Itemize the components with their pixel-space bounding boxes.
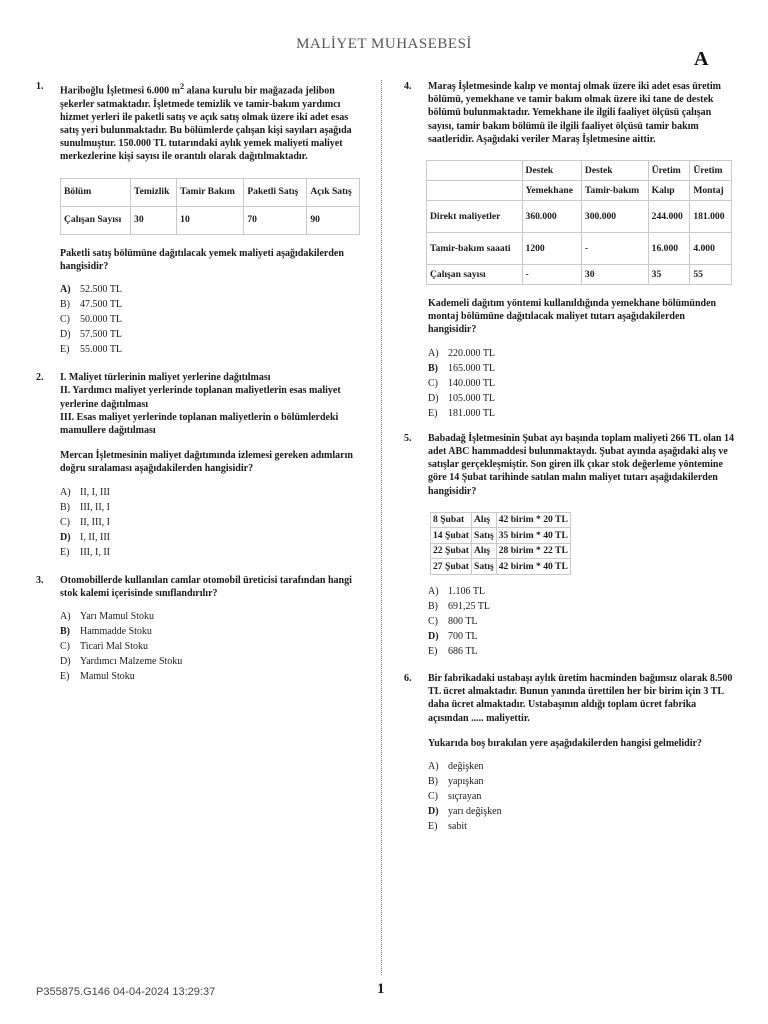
- option-letter: A): [60, 486, 71, 498]
- question-6: [404, 672, 734, 833]
- table-row: [431, 512, 571, 528]
- option-e[interactable]: [60, 546, 366, 559]
- table-cell: 30: [581, 265, 648, 285]
- option-text: 181.000 TL: [448, 407, 496, 419]
- option-d[interactable]: [60, 655, 366, 668]
- question-stem: Bir fabrikadaki ustabaşı aylık üretim hacminden bağımsız olarak 8.500 TL ücret almaktadır. Bunun yanında ürettilen her bir birim için 3 TL daha ücret almaktadır. Ustabaşının aldığı toplam ücret fabrika açısından ..... maliyettir.: [428, 673, 733, 724]
- question-number: 4.: [404, 81, 412, 92]
- option-text: II, III, I: [80, 516, 110, 528]
- question-stem: Otomobillerde kullanılan camlar otomobil üreticisi tarafından hangi stok kalemi içerisinde sınıflandırılır?: [60, 574, 352, 599]
- table-cell: Alış: [472, 543, 497, 559]
- table-cell: 55: [690, 265, 732, 285]
- option-letter: D): [60, 656, 71, 668]
- stem-line: I. Maliyet türlerinin maliyet yerlerine dağıtılması: [60, 372, 271, 384]
- table-cell: Destek: [522, 161, 581, 181]
- stem-text: alana kurulu bir mağazada jelibon şekerler satmaktadır. İşletmede temizlik ve tamir-bakım yardımcı hizmet yerleri ile paketli satış ve açık satış olmak üzere iki adet esas satış yeri bulunmaktadır. Bu bölümlerde çalışan kişi sayıları aşağıda sunulmuştur. 150.000 TL tutarındaki aylık yemek maliyeti maliyet merkezlerine kişi sayısı ile orantılı olarak dağıtılmaktadır.: [60, 85, 352, 163]
- answer-options: [60, 283, 366, 356]
- option-b[interactable]: [428, 600, 734, 613]
- table-cell: 10: [177, 206, 244, 234]
- option-letter: E): [60, 343, 70, 355]
- stem-line: II. Yardımcı maliyet yerlerinde toplanan maliyetlerin esas maliyet yerlerine dağıtılması: [60, 385, 341, 410]
- option-e[interactable]: [428, 645, 734, 658]
- option-text: 105.000 TL: [448, 392, 496, 404]
- option-text: 165.000 TL: [448, 362, 496, 374]
- table-cell: 1200: [522, 233, 581, 265]
- option-letter: C): [428, 377, 438, 389]
- table-cell: Açık Satış: [307, 178, 360, 206]
- option-text: Mamul Stoku: [80, 671, 135, 683]
- option-letter: D): [428, 630, 439, 642]
- option-c[interactable]: [60, 313, 366, 326]
- table-row: [427, 265, 732, 285]
- right-column: [404, 80, 734, 835]
- option-e[interactable]: [60, 670, 366, 683]
- option-letter: C): [60, 313, 70, 325]
- option-text: III, II, I: [80, 501, 110, 513]
- option-letter: C): [428, 791, 438, 803]
- option-text: değişken: [448, 761, 484, 773]
- table-cell: Destek: [581, 161, 648, 181]
- option-letter: A): [428, 761, 439, 773]
- table-cell: 42 birim * 20 TL: [496, 512, 570, 528]
- option-text: III, I, II: [80, 546, 110, 558]
- question-number: 2.: [36, 372, 44, 384]
- option-a[interactable]: [428, 347, 734, 360]
- table-cell: 16.000: [648, 233, 690, 265]
- table-cell: Çalışan sayısı: [427, 265, 523, 285]
- table-header-row: [61, 178, 360, 206]
- option-letter: A): [428, 347, 439, 359]
- page-number: 1: [377, 981, 385, 997]
- question-stem: [60, 371, 366, 437]
- option-e[interactable]: [428, 820, 734, 833]
- question-stem: Babadağ İşletmesinin Şubat ayı başında toplam maliyeti 266 TL olan 14 adet ABC hammaddesi bulunmaktaydı. Şubat ayında aşağıdaki alış ve satışlar gerçekleşmiştir. Son giren ilk çıkar stok değerleme yöntemine göre 14 Şubat tarihinde satılan malın maliyet tutarı aşağıdakilerden hangisidir?: [428, 432, 734, 497]
- question-stem: [60, 80, 366, 164]
- table-cell: 30: [131, 206, 177, 234]
- table-cell: Tamir-bakım saaati: [427, 233, 523, 265]
- question-prompt: Kademeli dağıtım yöntemi kullanıldığında yemekhane bölümünden montaj bölümüne dağıtılacak maliyet tutarı aşağıdakilerden hangisidir?: [428, 298, 717, 336]
- option-text: I, II, III: [80, 531, 110, 543]
- table-cell: 70: [244, 206, 307, 234]
- option-d[interactable]: [60, 531, 366, 544]
- option-c[interactable]: [428, 790, 734, 803]
- table-row: [61, 206, 360, 234]
- option-c[interactable]: [428, 615, 734, 628]
- stem-text: Hariboğlu İşletmesi 6.000 m: [60, 85, 180, 97]
- option-b[interactable]: [60, 298, 366, 311]
- option-letter: C): [60, 516, 70, 528]
- option-text: 50.000 TL: [80, 313, 123, 325]
- table-cell: -: [581, 233, 648, 265]
- option-d[interactable]: [428, 630, 734, 643]
- question-number: 5.: [404, 432, 412, 444]
- option-text: yapışkan: [448, 776, 484, 788]
- table-row: [431, 528, 571, 544]
- question-prompt: Paketli satış bölümüne dağıtılacak yemek maliyeti aşağıdakilerden hangisidir?: [60, 247, 344, 272]
- option-c[interactable]: [428, 377, 734, 390]
- table-cell: Bölüm: [61, 178, 131, 206]
- option-letter: E): [428, 821, 438, 833]
- table-cell: Satış: [472, 528, 497, 544]
- cost-table: [426, 160, 732, 285]
- option-a[interactable]: [428, 585, 734, 598]
- transactions-table: [430, 512, 571, 575]
- option-c[interactable]: [60, 516, 366, 529]
- question-1: [36, 80, 366, 356]
- option-e[interactable]: [60, 343, 366, 356]
- option-text: sıçrayan: [448, 791, 482, 803]
- table-cell: Üretim: [690, 161, 732, 181]
- table-cell: Paketli Satış: [244, 178, 307, 206]
- table-row: [427, 233, 732, 265]
- table-cell: Tamir-bakım: [581, 181, 648, 201]
- option-text: 220.000 TL: [448, 347, 496, 359]
- table-cell: 35 birim * 40 TL: [496, 528, 570, 544]
- option-letter: E): [60, 671, 70, 683]
- option-letter: E): [428, 407, 438, 419]
- table-cell: Kalıp: [648, 181, 690, 201]
- option-letter: B): [60, 501, 70, 513]
- question-stem: Maraş İşletmesinde kalıp ve montaj olmak üzere iki adet esas üretim bölümü, yemekhane ve tamir bakım olmak üzere iki tane de destek bölümü bulunmaktadır. Yemekhane ile ilgili faaliyet ölçüsü çalışan sayısı, tamir bakım bölümü ile ilgili faaliyet ölçüsü tamir bakım saatleridir. Aşağıdaki veriler Maraş İşletmesine aittir.: [428, 81, 721, 145]
- answer-options: [428, 347, 734, 420]
- table-cell: 4.000: [690, 233, 732, 265]
- table-cell: Montaj: [690, 181, 732, 201]
- option-letter: A): [428, 585, 439, 597]
- option-text: 57.500 TL: [80, 328, 123, 340]
- option-a[interactable]: [428, 760, 734, 773]
- table-cell: 28 birim * 22 TL: [496, 543, 570, 559]
- page-title: MALİYET MUHASEBESİ: [296, 36, 472, 52]
- stem-line: III. Esas maliyet yerlerinde toplanan maliyetlerin o bölümlerdeki mamullere dağıtılması: [60, 411, 339, 436]
- option-letter: B): [60, 298, 70, 310]
- option-letter: D): [60, 531, 71, 543]
- option-text: 47.500 TL: [80, 298, 123, 310]
- option-letter: B): [428, 776, 438, 788]
- table-cell: 14 Şubat: [431, 528, 472, 544]
- table-row: [427, 201, 732, 233]
- option-d[interactable]: [428, 805, 734, 818]
- option-letter: D): [428, 392, 439, 404]
- table-cell: 42 birim * 40 TL: [496, 559, 570, 575]
- option-d[interactable]: [60, 328, 366, 341]
- table-row: [431, 543, 571, 559]
- option-letter: C): [428, 615, 438, 627]
- option-letter: A): [60, 611, 71, 623]
- question-3: [36, 574, 366, 684]
- table-cell: Tamir Bakım: [177, 178, 244, 206]
- table-cell: Temizlik: [131, 178, 177, 206]
- table-cell: Alış: [472, 512, 497, 528]
- option-text: 55.000 TL: [80, 343, 123, 355]
- table-cell: -: [522, 265, 581, 285]
- table-cell: Yemekhane: [522, 181, 581, 201]
- table-row: [431, 559, 571, 575]
- option-letter: B): [428, 362, 438, 374]
- option-text: 686 TL: [448, 645, 478, 657]
- option-b[interactable]: [60, 625, 366, 638]
- option-text: 1.106 TL: [448, 585, 486, 597]
- superscript: 2: [180, 82, 185, 91]
- table-cell: 8 Şubat: [431, 512, 472, 528]
- question-2: [36, 371, 366, 559]
- question-prompt: Yukarıda boş bırakılan yere aşağıdakilerden hangisi gelmelidir?: [428, 737, 702, 749]
- option-d[interactable]: [428, 392, 734, 405]
- option-letter: A): [60, 283, 71, 295]
- option-b[interactable]: [60, 501, 366, 514]
- option-a[interactable]: [60, 283, 366, 296]
- table-header-row: [427, 181, 732, 201]
- table-cell: 27 Şubat: [431, 559, 472, 575]
- table-cell: 300.000: [581, 201, 648, 233]
- option-e[interactable]: [428, 407, 734, 420]
- option-text: Yardımcı Malzeme Stoku: [80, 656, 183, 668]
- table-header-row: [427, 161, 732, 181]
- left-column: [36, 80, 366, 685]
- option-b[interactable]: [428, 775, 734, 788]
- question-5: [404, 432, 734, 658]
- column-divider: [381, 80, 382, 975]
- answer-options: [428, 760, 734, 833]
- option-text: sabit: [448, 821, 467, 833]
- option-a[interactable]: [60, 486, 366, 499]
- option-c[interactable]: [60, 640, 366, 653]
- question-4: [404, 80, 734, 420]
- booklet-letter: A: [694, 48, 709, 70]
- question-number: 3.: [36, 574, 44, 586]
- question-number: 6.: [404, 673, 412, 685]
- answer-options: [428, 585, 734, 658]
- question-prompt: Mercan İşletmesinin maliyet dağıtımında izlemesi gereken adımların doğru sıralaması aşağıdakilerden hangisidir?: [60, 450, 353, 475]
- option-text: 52.500 TL: [80, 283, 123, 295]
- option-text: II, I, III: [80, 486, 110, 498]
- option-letter: B): [60, 626, 70, 638]
- option-text: yarı değişken: [448, 806, 502, 818]
- option-text: Hammadde Stoku: [80, 626, 152, 638]
- option-text: 691,25 TL: [448, 600, 491, 612]
- option-letter: C): [60, 641, 70, 653]
- option-letter: E): [428, 645, 438, 657]
- table-cell: 90: [307, 206, 360, 234]
- option-letter: D): [428, 806, 439, 818]
- option-letter: E): [60, 546, 70, 558]
- table-cell: Üretim: [648, 161, 690, 181]
- document-id: P355875.G146 04-04-2024 13:29:37: [36, 986, 216, 998]
- department-table: [60, 178, 360, 235]
- table-cell: 22 Şubat: [431, 543, 472, 559]
- table-cell: 360.000: [522, 201, 581, 233]
- table-cell: Çalışan Sayısı: [61, 206, 131, 234]
- option-text: 140.000 TL: [448, 377, 496, 389]
- option-text: Ticari Mal Stoku: [80, 641, 148, 653]
- option-letter: B): [428, 600, 438, 612]
- option-text: 800 TL: [448, 615, 478, 627]
- option-letter: D): [60, 328, 71, 340]
- table-cell: 244.000: [648, 201, 690, 233]
- table-cell: Direkt maliyetler: [427, 201, 523, 233]
- option-text: Yarı Mamul Stoku: [80, 611, 154, 623]
- answer-options: [60, 610, 366, 683]
- option-text: 700 TL: [448, 630, 478, 642]
- table-cell: Satış: [472, 559, 497, 575]
- table-cell: 35: [648, 265, 690, 285]
- question-number: 1.: [36, 81, 44, 92]
- option-b[interactable]: [428, 362, 734, 375]
- table-cell: [427, 161, 523, 181]
- option-a[interactable]: [60, 610, 366, 623]
- table-cell: [427, 181, 523, 201]
- answer-options: [60, 486, 366, 559]
- table-cell: 181.000: [690, 201, 732, 233]
